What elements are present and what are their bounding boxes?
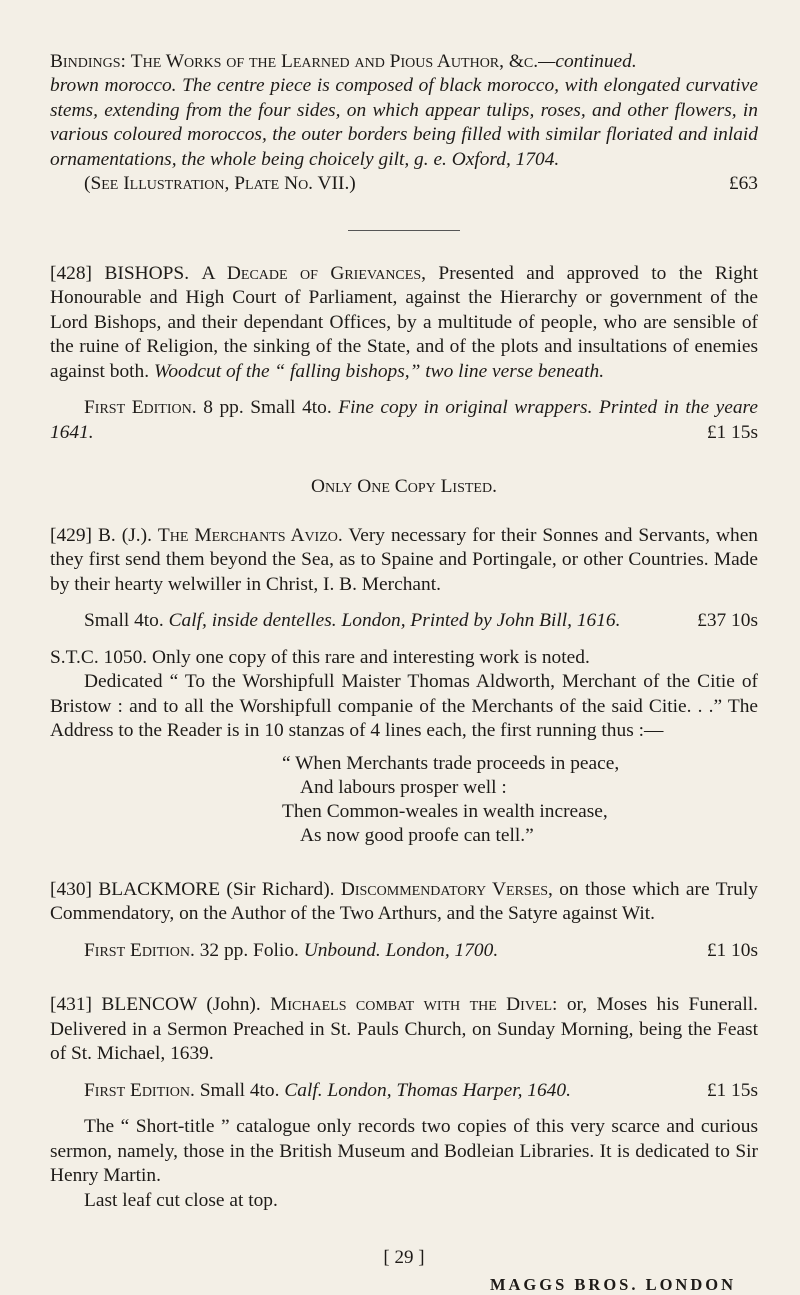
entry-title: Michaels combat with the Divel: — [270, 994, 558, 1015]
entry-price: £1 15s — [706, 421, 758, 443]
entry-431-edition — [50, 1079, 758, 1104]
entry-430-edition — [50, 939, 758, 964]
entry-body: Presented and approved to the Right Honourable and High Court of Parliament, against the Hierarchy or government of the Lord Bishops, and their dependant Offices, by a multitude of people, who are sensible of the ruine of Religion, the sinking of the State, and of the plots and insultations of enemies against both. — [50, 262, 758, 382]
header-continued: —continued. — [538, 51, 637, 72]
entry-428-description — [50, 262, 758, 385]
entry-number: [431] — [50, 994, 93, 1015]
edition-details: Fine copy in original wrappers. Printed in the yeare 1641. — [50, 397, 758, 443]
entry-number: [428] — [50, 262, 93, 284]
edition-details: Unbound. London, 1700. — [303, 939, 499, 961]
binding-price: £63 — [728, 173, 758, 194]
verse-quote — [282, 752, 758, 848]
copy-listed-note: Only One Copy Listed. — [311, 476, 497, 497]
header-lead: Bindings: — [50, 51, 126, 72]
entry-title: A Decade of Grievances, — [201, 262, 426, 284]
entry-note: Woodcut of the “ falling bishops,” two line verse beneath. — [153, 360, 605, 382]
edition-label: First Edition. — [84, 939, 195, 961]
entry-431 — [50, 993, 758, 1213]
edition-format: 32 pp. Folio. — [199, 939, 299, 961]
verse-line: And labours prosper well : — [300, 776, 507, 798]
entry-heading: BLACKMORE (Sir Richard). — [98, 878, 335, 900]
entry-title: The Merchants Avizo. — [157, 524, 343, 546]
entry-429 — [50, 524, 758, 848]
verse-line: Then Common-weales in wealth increase, — [282, 800, 608, 822]
edition-details: Calf, inside dentelles. London, Printed by John Bill, 1616. — [168, 610, 621, 631]
edition-format: Small 4to. — [84, 610, 164, 631]
entry-428-edition — [50, 396, 758, 445]
entry-price: £37 10s — [697, 610, 758, 631]
entry-number: [430] — [50, 878, 93, 900]
catalogue-note: The “ Short-title ” catalogue only records two copies of this very scarce and curious sermon, namely, those in the British Museum and Bodleian Libraries. It is dedicated to Sir Henry Martin. — [50, 1116, 758, 1186]
header-title: The Works of the Learned and Pious Author, &c. — [130, 51, 539, 72]
entry-428 — [50, 262, 758, 500]
illustration-ref: (See Illustration, Plate No. VII.) — [84, 173, 356, 194]
entry-431-description — [50, 993, 758, 1067]
edition-details: Calf. London, Thomas Harper, 1640. — [284, 1079, 571, 1101]
entry-title: Discommendatory Verses, — [340, 878, 553, 900]
entry-price: £1 10s — [706, 939, 758, 961]
stc-note: S.T.C. 1050. Only one copy of this rare and interesting work is noted. — [50, 646, 590, 668]
entry-heading: BISHOPS. — [104, 262, 190, 284]
binding-description: brown morocco. The centre piece is composed of black morocco, with elongated curvative stems, extending from the four sides, on which appear tulips, roses, and other flowers, in various coloured moroccos, the outer borders being filled with similar floriated and inlaid ornamentations, the whole being choicely gilt, g. e. Oxford, 1704. — [50, 75, 758, 170]
publisher-imprint: MAGGS BROS. LONDON — [489, 1275, 736, 1294]
edition-format: Small 4to. — [199, 1079, 280, 1101]
entry-body: Very necessary for their Sonnes and Servants, when they first send them beyond the Sea, as to Spaine and Portingale, or other Countries. Made by their hearty welwiller in Christ, I. B. Merchant. — [50, 524, 758, 595]
edition-label: First Edition. — [84, 1079, 195, 1101]
edition-format: 8 pp. Small 4to. — [203, 397, 332, 418]
condition-note: Last leaf cut close at top. — [84, 1189, 278, 1211]
entry-430 — [50, 878, 758, 964]
verse-line: As now good proofe can tell.” — [300, 824, 534, 846]
binding-entry — [50, 74, 758, 197]
entry-body: or, Moses his Funerall. Delivered in a Sermon Preached in St. Pauls Church, on Sunday Morning, being the Feast of St. Michael, 1639. — [50, 994, 759, 1064]
entry-430-description — [50, 878, 758, 927]
section-divider — [348, 230, 460, 231]
edition-label: First Edition. — [84, 397, 197, 418]
page-number: [ 29 ] — [383, 1247, 425, 1268]
binding-illustration-line — [50, 172, 758, 197]
entry-heading: B. (J.). — [98, 524, 152, 546]
entry-price: £1 15s — [706, 1079, 758, 1101]
entry-number: [429] — [50, 524, 93, 546]
entry-429-description — [50, 524, 758, 598]
entry-body: on those which are Truly Commendatory, on the Author of the Two Arthurs, and the Satyre against Wit. — [50, 878, 758, 924]
entry-429-edition — [50, 609, 758, 634]
verse-line: “ When Merchants trade proceeds in peace, — [282, 752, 620, 774]
dedication-note: Dedicated “ To the Worshipfull Maister Thomas Aldworth, Merchant of the Citie of Bristow : and to all the Worshipfull companie of the Merchants of the said Citie. . .” The Address to the Reader is in 10 stanzas of 4 lines each, the first running thus :— — [50, 671, 758, 741]
running-header — [50, 0, 758, 74]
entry-heading: BLENCOW (John). — [101, 994, 261, 1015]
